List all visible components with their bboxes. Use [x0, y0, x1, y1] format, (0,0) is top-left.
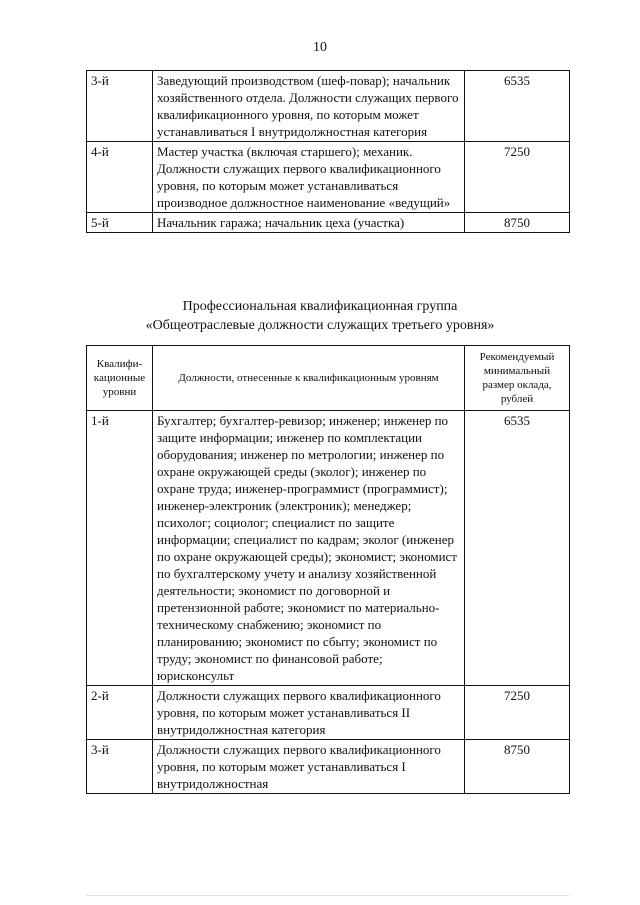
salary-cell: 6535 [465, 71, 570, 142]
qualification-level: 3-й [87, 71, 153, 142]
positions-cell: Должности служащих первого квалификационного уровня, по которым может устанавливаться I внутридолжностная [153, 740, 465, 794]
qualification-level: 3-й [87, 740, 153, 794]
header-salary: Рекомендуемый минимальный размер оклада, рублей [465, 346, 570, 411]
header-qualification-levels: Квалифи-кационные уровни [87, 346, 153, 411]
table-row [87, 411, 570, 686]
salary-cell: 7250 [465, 142, 570, 213]
table-row [87, 142, 570, 213]
table-row [87, 71, 570, 142]
table-row [87, 213, 570, 233]
header-positions: Должности, отнесенные к квалификационным уровням [153, 346, 465, 411]
section-heading [0, 297, 640, 335]
section-heading-line-2: «Общеотраслевые должности служащих третьего уровня» [145, 318, 495, 333]
positions-cell: Бухгалтер; бухгалтер-ревизор; инженер; инженер по защите информации; инженер по комплектации оборудования; инженер по метрологии; инженер по охране окружающей среды (эколог); инженер по охране труда; инженер-программист (программист); инженер-электроник (электроник); менеджер; психолог; социолог; специалист по защите информации; специалист по кадрам; эколог (инженер по охране окружающей среды); экономист; экономист по бухгалтерскому учету и анализу хозяйственной деятельности; экономист по договорной и претензионной работе; экономист по материально-техническому снабжению; экономист по планированию; экономист по сбыту; экономист по труду; экономист по финансовой работе; юрисконсульт [153, 411, 465, 686]
positions-cell: Мастер участка (включая старшего); механик. Должности служащих первого квалификационного уровня, по которым может устанавливаться производное должностное наименование «ведущий» [153, 142, 465, 213]
positions-cell: Должности служащих первого квалификационного уровня, по которым может устанавливаться II внутридолжностная категория [153, 686, 465, 740]
page-number: 10 [313, 40, 327, 55]
qualification-level: 1-й [87, 411, 153, 686]
qualification-level: 4-й [87, 142, 153, 213]
section-heading-line-1: Профессиональная квалификационная группа [182, 299, 458, 314]
table-row [87, 740, 570, 794]
salary-table-continued [86, 70, 570, 233]
salary-table [86, 345, 570, 794]
qualification-level: 5-й [87, 213, 153, 233]
page-bottom-divider [86, 895, 569, 896]
salary-cell: 8750 [465, 740, 570, 794]
qualification-level: 2-й [87, 686, 153, 740]
table-header-row [87, 346, 570, 411]
positions-cell: Заведующий производством (шеф-повар); начальник хозяйственного отдела. Должности служащих первого квалификационного уровня, по которым может устанавливаться I внутридолжностная категория [153, 71, 465, 142]
table-row [87, 686, 570, 740]
salary-cell: 7250 [465, 686, 570, 740]
positions-cell: Начальник гаража; начальник цеха (участка) [153, 213, 465, 233]
salary-cell: 6535 [465, 411, 570, 686]
salary-cell: 8750 [465, 213, 570, 233]
